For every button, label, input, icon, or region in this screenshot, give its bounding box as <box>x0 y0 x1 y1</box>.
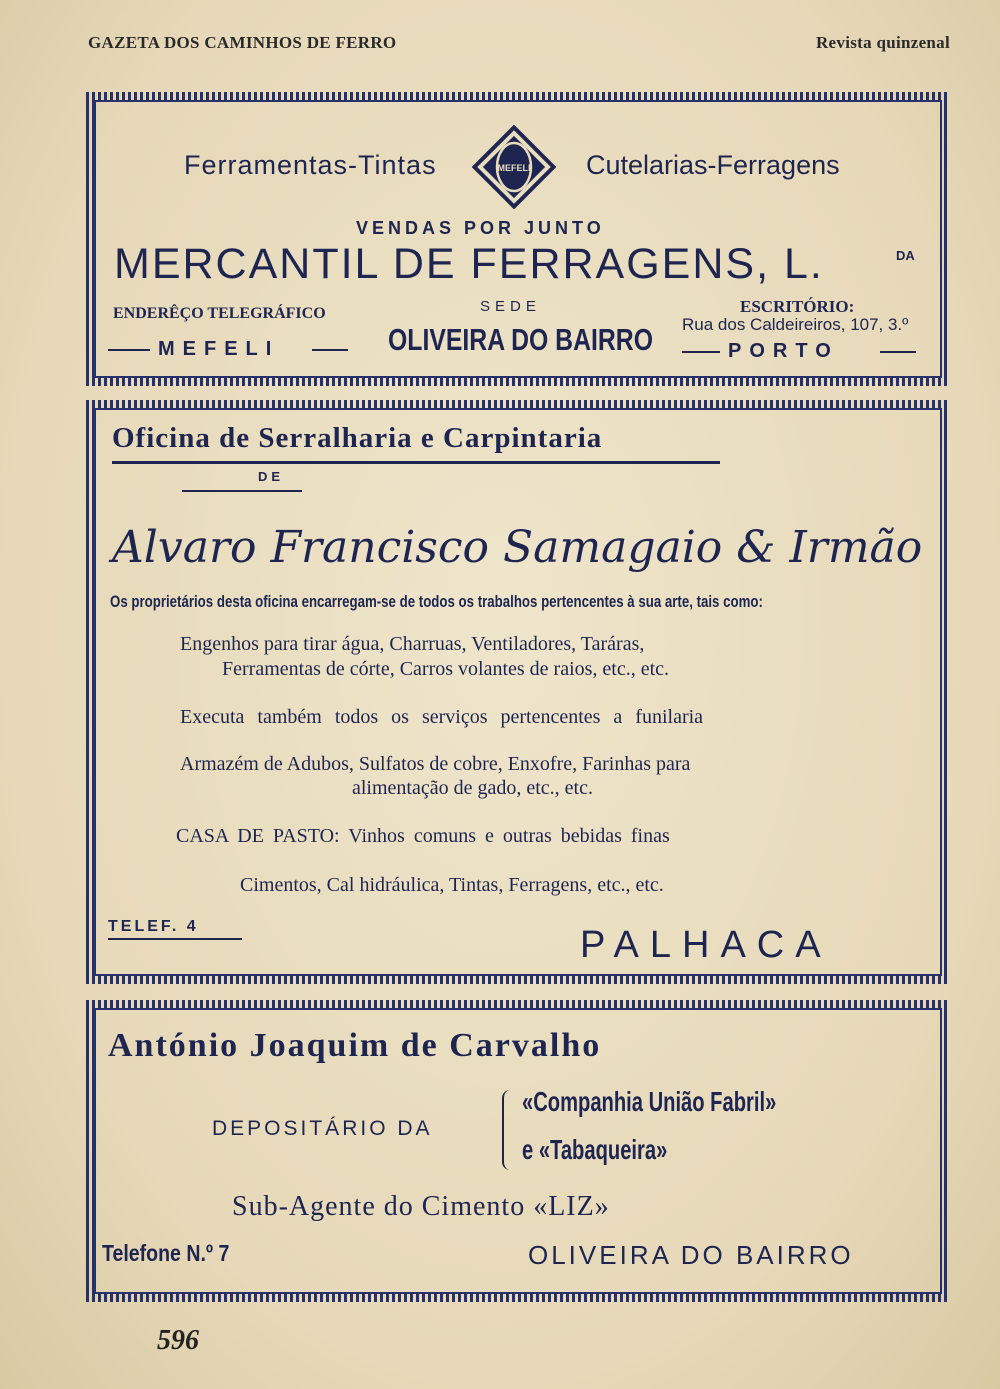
ad1-rule-left-a <box>108 349 150 351</box>
ad3-subagent: Sub-Agente do Cimento «LIZ» <box>232 1191 610 1222</box>
ad1-right-tagline: Cutelarias-Ferragens <box>586 150 840 180</box>
ad2-line4: CASA DE PASTO: Vinhos comuns e outras bebidas finas <box>176 825 670 847</box>
ad1-left-tagline: Ferramentas-Tintas <box>184 150 437 180</box>
ad1-telegraphic-value: MEFELI <box>158 338 280 360</box>
ad2-line2: Executa também todos os serviços pertencentes a funilaria <box>180 706 704 728</box>
ad3-brace <box>502 1090 514 1170</box>
ad3-town: OLIVEIRA DO BAIRRO <box>528 1240 854 1270</box>
ad3-name: António Joaquim de Carvalho <box>108 1027 602 1064</box>
ad3-phone: Telefone N.º 7 <box>102 1240 230 1266</box>
ad2-phone-underline <box>108 938 242 940</box>
ad3-depositary: DEPOSITÁRIO DA <box>212 1117 433 1140</box>
ad2-phone: TELEF. 4 <box>108 918 199 935</box>
running-header-title: GAZETA DOS CAMINHOS DE FERRO <box>88 33 397 52</box>
ad2-owner: Alvaro Francisco Samagaio & Irmão <box>112 522 923 573</box>
ad1-seat-label: SEDE <box>480 298 541 315</box>
ad2-line1b: Ferramentas de córte, Carros volantes de raios, etc., etc. <box>222 658 670 680</box>
ad2-title-underline <box>112 461 720 464</box>
ad2-line3b: alimentação de gado, etc., etc. <box>352 777 593 799</box>
ad3-company2: e «Tabaqueira» <box>522 1134 668 1165</box>
ad1-company-name: MERCANTIL DE FERRAGENS, L. <box>114 240 824 288</box>
ad1-rule-right-a <box>682 351 720 353</box>
ad2-intro: Os proprietários desta oficina encarregam-se de todos os trabalhos pertencentes à sua arte, tais como: <box>110 592 763 611</box>
ad2-line1a: Engenhos para tirar água, Charruas, Ventiladores, Taráras, <box>180 633 645 655</box>
ad1-office-city: PORTO <box>728 340 839 362</box>
page-number: 596 <box>157 1325 199 1356</box>
mefeli-logo-icon <box>472 125 556 209</box>
ad2-de-underline <box>182 490 302 492</box>
ad2-line3a: Armazém de Adubos, Sulfatos de cobre, Enxofre, Farinhas para <box>180 753 691 775</box>
ad1-seat-value: OLIVEIRA DO BAIRRO <box>388 322 654 357</box>
ad1-office-address: Rua dos Caldeireiros, 107, 3.º <box>682 315 909 334</box>
running-header-subtitle: Revista quinzenal <box>815 33 950 52</box>
ad2-town: PALHACA <box>580 924 832 966</box>
ad1-rule-left-b <box>312 349 348 351</box>
ad1-rule-right-b <box>880 351 916 353</box>
ad1-office-label: ESCRITÓRIO: <box>740 297 855 316</box>
logo-text: MEFELI <box>497 163 531 173</box>
ad1-company-suffix: DA <box>896 248 915 263</box>
ad1-telegraphic-label: ENDERÊÇO TELEGRÁFICO <box>113 305 326 322</box>
ad2-title: Oficina de Serralharia e Carpintaria <box>112 422 603 454</box>
ad1-sales-line: VENDAS POR JUNTO <box>356 218 605 238</box>
ad2-de: DE <box>258 469 285 484</box>
ad2-line5: Cimentos, Cal hidráulica, Tintas, Ferragens, etc., etc. <box>240 874 664 896</box>
ad3-company1: «Companhia União Fabril» <box>522 1086 777 1117</box>
